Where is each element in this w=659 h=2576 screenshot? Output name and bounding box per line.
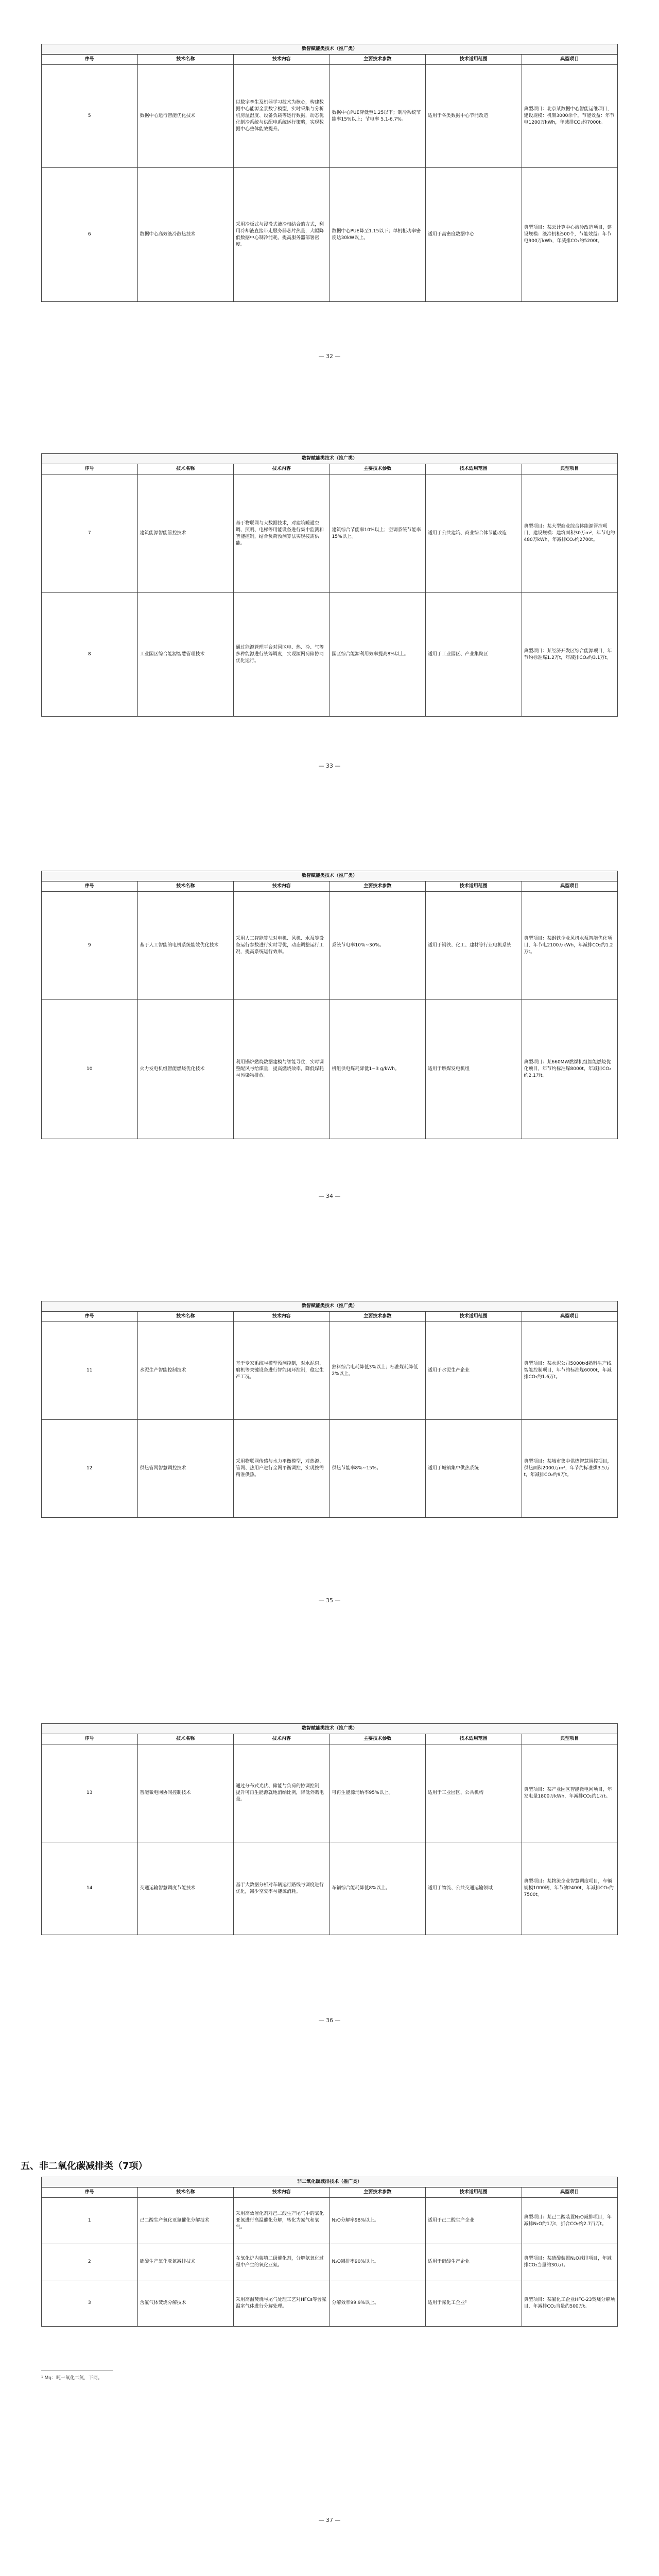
- row-project: 典型项目：某云计算中心液冷改造项目，建设规模：液冷机柜500个，节能效益：年节电900万kWh，年减排CO₂约5200t。: [522, 168, 618, 302]
- row-content: 采用人工智能算法对电机、风机、水泵等设备运行参数进行实时寻优，动态调整运行工况，提高系统运行效率。: [234, 892, 330, 1000]
- row-params: 可再生能源消纳率95%以上。: [330, 1744, 426, 1842]
- table-row: [42, 65, 618, 168]
- page-number: — 32 —: [318, 353, 341, 360]
- header-project: 典型项目: [522, 55, 618, 65]
- header-no: 序号: [42, 1734, 138, 1744]
- table-row: [42, 1744, 618, 1842]
- row-name: 己二酸生产氧化亚氮催化分解技术: [137, 2198, 234, 2244]
- row-project: 典型项目：某钢铁企业风机水泵智能优化项目，年节电2100万kWh，年减排CO₂约1.2万t。: [522, 892, 618, 1000]
- row-params: 数据中心PUE降至1.15以下；单机柜功率密度达30kW以上。: [330, 168, 426, 302]
- row-content: 基于专家系统与模型预测控制，对水泥窑、磨机等关键设备进行智能闭环控制，稳定生产工况。: [234, 1322, 330, 1420]
- page-number: — 36 —: [318, 2017, 341, 2024]
- tech-table-page-6: [41, 2177, 618, 2327]
- row-name: 硝酸生产氧化亚氮减排技术: [137, 2244, 234, 2280]
- table-caption: 数智赋能类技术（推广类）: [42, 454, 618, 464]
- row-no: 6: [42, 168, 138, 302]
- header-project: 典型项目: [522, 882, 618, 892]
- row-params: 供热节能率8%~15%。: [330, 1420, 426, 1518]
- row-content: 采用高温焚烧与尾气处理工艺对HFCs等含氟温室气体进行分解处理。: [234, 2280, 330, 2327]
- row-no: 14: [42, 1842, 138, 1935]
- row-params: 车辆综合能耗降低8%以上。: [330, 1842, 426, 1935]
- header-scope: 技术适用范围: [426, 1312, 522, 1322]
- row-params: N₂O分解率98%以上。: [330, 2198, 426, 2244]
- table-row: [42, 593, 618, 717]
- row-project: 典型项目：北京某数据中心智能运维项目，建设规模：机架3000余个，节能效益：年节电1200万kWh，年减排CO₂约7000t。: [522, 65, 618, 168]
- table-row: [42, 2198, 618, 2244]
- page-number: — 35 —: [318, 1597, 341, 1604]
- row-scope: 适用于己二酸生产企业: [426, 2198, 522, 2244]
- row-scope: 适用于水泥生产企业: [426, 1322, 522, 1420]
- row-params: 系统节电率10%~30%。: [330, 892, 426, 1000]
- row-project: 典型项目：某经济开发区综合能源项目，年节约标准煤1.2万t，年减排CO₂约3.1万t。: [522, 593, 618, 717]
- row-name: 智能微电网协同控制技术: [137, 1744, 234, 1842]
- row-name: 水泥生产智能控制技术: [137, 1322, 234, 1420]
- table-row: [42, 168, 618, 302]
- header-content: 技术内容: [234, 55, 330, 65]
- row-no: 7: [42, 474, 138, 593]
- table-caption: 数智赋能类技术（推广类）: [42, 871, 618, 882]
- row-project: 典型项目：某660MW燃煤机组智能燃烧优化项目，年节约标准煤8000t，年减排CO₂约2.1万t。: [522, 1000, 618, 1139]
- header-scope: 技术适用范围: [426, 882, 522, 892]
- table-row: [42, 1000, 618, 1139]
- row-params: N₂O减排率90%以上。: [330, 2244, 426, 2280]
- row-content: 通过分布式光伏、储能与负荷的协调控制，提升可再生能源就地消纳比例，降低外购电量。: [234, 1744, 330, 1842]
- row-content: 在氧化炉内装填二级催化剂，分解氨氧化过程中产生的氧化亚氮。: [234, 2244, 330, 2280]
- table-caption: 数智赋能类技术（推广类）: [42, 44, 618, 55]
- header-no: 序号: [42, 2188, 138, 2198]
- row-content: 通过能源管理平台对园区电、热、冷、气等多种能源进行统筹调度，实现源网荷储协同优化运行。: [234, 593, 330, 717]
- row-content: 基于物联网与大数据技术，对建筑暖通空调、照明、电梯等用能设备进行集中监测和智能控制，结合负荷预测算法实现按需供能。: [234, 474, 330, 593]
- row-params: 建筑综合节能率10%以上；空调系统节能率15%以上。: [330, 474, 426, 593]
- header-no: 序号: [42, 882, 138, 892]
- row-project: 典型项目：某产业园区智能微电网项目，年发电量1800万kWh，年减排CO₂约1万t。: [522, 1744, 618, 1842]
- row-scope: 适用于工业园区、产业集聚区: [426, 593, 522, 717]
- row-content: 以数字孪生及机器学习技术为核心，构建数据中心能源全景数字模型，实时采集与分析机房温湿度、设备负载等运行数据，动态优化制冷系统与供配电系统运行策略，实现数据中心整体能效提升。: [234, 65, 330, 168]
- row-params: 数据中心PUE降低至1.25以下；制冷系统节能率15%以上；节电率 5.1-6.7%。: [330, 65, 426, 168]
- header-scope: 技术适用范围: [426, 464, 522, 474]
- row-content: 采用高效催化剂对己二酸生产尾气中的氧化亚氮进行高温催化分解，转化为氮气和氧气。: [234, 2198, 330, 2244]
- row-scope: 适用于公共建筑、商业综合体节能改造: [426, 474, 522, 593]
- header-name: 技术名称: [137, 55, 234, 65]
- table-row: [42, 1420, 618, 1518]
- header-content: 技术内容: [234, 464, 330, 474]
- row-name: 基于人工智能的电机系统能效优化技术: [137, 892, 234, 1000]
- header-content: 技术内容: [234, 1734, 330, 1744]
- row-params: 分解效率99.9%以上。: [330, 2280, 426, 2327]
- row-no: 12: [42, 1420, 138, 1518]
- table-row: [42, 1322, 618, 1420]
- row-name: 数据中心运行智能优化技术: [137, 65, 234, 168]
- header-content: 技术内容: [234, 1312, 330, 1322]
- page-number: — 34 —: [318, 1193, 341, 1199]
- row-no: 3: [42, 2280, 138, 2327]
- row-no: 10: [42, 1000, 138, 1139]
- row-scope: 适用于燃煤发电机组: [426, 1000, 522, 1139]
- row-project: 典型项目：某大型商业综合体能源管控项目，建设规模：建筑面积30万m²，年节电约480万kWh，年减排CO₂约2700t。: [522, 474, 618, 593]
- row-content: 利用锅炉燃烧数据建模与智能寻优，实时调整配风与给煤量，提高燃烧效率，降低煤耗与污染物排放。: [234, 1000, 330, 1139]
- header-no: 序号: [42, 55, 138, 65]
- row-content: 基于大数据分析对车辆运行路线与调度进行优化，减少空驶率与能源消耗。: [234, 1842, 330, 1935]
- row-no: 8: [42, 593, 138, 717]
- row-content: 采用物联网传感与水力平衡模型，对热源、管网、热用户进行全网平衡调控，实现按需精准供热。: [234, 1420, 330, 1518]
- footnote: ¹ Mg：吨一氧化二氮，下同。: [41, 2376, 102, 2381]
- row-name: 建筑能源智能管控技术: [137, 474, 234, 593]
- row-name: 工业园区综合能源智慧管理技术: [137, 593, 234, 717]
- row-scope: 适用于城镇集中供热系统: [426, 1420, 522, 1518]
- row-name: 数据中心高效液冷散热技术: [137, 168, 234, 302]
- row-scope: 适用于硝酸生产企业: [426, 2244, 522, 2280]
- header-scope: 技术适用范围: [426, 2188, 522, 2198]
- table-row: [42, 1842, 618, 1935]
- tech-table-page-1: [41, 44, 618, 302]
- header-params: 主要技术参数: [330, 2188, 426, 2198]
- page-number: — 37 —: [318, 2517, 341, 2523]
- header-scope: 技术适用范围: [426, 1734, 522, 1744]
- row-project: 典型项目：某物流企业智慧调度项目，车辆规模1000辆，年节油2400t，年减排CO₂约7500t。: [522, 1842, 618, 1935]
- row-no: 13: [42, 1744, 138, 1842]
- row-project: 典型项目：某城市集中供热智慧调控项目，供热面积2000万m²，年节约标准煤3.5万t，年减排CO₂约9万t。: [522, 1420, 618, 1518]
- header-content: 技术内容: [234, 882, 330, 892]
- table-row: [42, 892, 618, 1000]
- header-params: 主要技术参数: [330, 882, 426, 892]
- tech-table-page-3: [41, 871, 618, 1139]
- row-name: 交通运输智慧调度节能技术: [137, 1842, 234, 1935]
- row-params: 园区综合能源利用效率提高8%以上。: [330, 593, 426, 717]
- table-row: [42, 2280, 618, 2327]
- table-row: [42, 474, 618, 593]
- row-params: 熟料综合电耗降低3%以上；标准煤耗降低2%以上。: [330, 1322, 426, 1420]
- row-no: 9: [42, 892, 138, 1000]
- tech-table-page-5: [41, 1723, 618, 1935]
- row-no: 1: [42, 2198, 138, 2244]
- row-project: 典型项目：某己二酸装置N₂O减排项目，年减排N₂O约1万t，折合CO₂约2.7百万t。: [522, 2198, 618, 2244]
- section-title: 五、非二氧化碳减排类（7项）: [21, 2161, 148, 2172]
- header-params: 主要技术参数: [330, 464, 426, 474]
- table-caption: 非二氧化碳减排技术（推广类）: [42, 2177, 618, 2188]
- row-no: 11: [42, 1322, 138, 1420]
- row-project: 典型项目：某水泥公司5000t/d熟料生产线智能控制项目，年节约标准煤6000t，年减排CO₂约1.6万t。: [522, 1322, 618, 1420]
- row-scope: 适用于高密度数据中心: [426, 168, 522, 302]
- header-name: 技术名称: [137, 2188, 234, 2198]
- header-project: 典型项目: [522, 1312, 618, 1322]
- header-params: 主要技术参数: [330, 1734, 426, 1744]
- table-row: [42, 2244, 618, 2280]
- header-project: 典型项目: [522, 464, 618, 474]
- header-project: 典型项目: [522, 2188, 618, 2198]
- row-name: 火力发电机组智能燃烧优化技术: [137, 1000, 234, 1139]
- row-params: 机组供电煤耗降低1~3 g/kWh。: [330, 1000, 426, 1139]
- row-name: 供热管网智慧调控技术: [137, 1420, 234, 1518]
- header-scope: 技术适用范围: [426, 55, 522, 65]
- header-name: 技术名称: [137, 464, 234, 474]
- header-params: 主要技术参数: [330, 55, 426, 65]
- header-content: 技术内容: [234, 2188, 330, 2198]
- header-project: 典型项目: [522, 1734, 618, 1744]
- header-name: 技术名称: [137, 1312, 234, 1322]
- tech-table-page-2: [41, 453, 618, 717]
- row-scope: 适用于各类数据中心节能改造: [426, 65, 522, 168]
- header-name: 技术名称: [137, 1734, 234, 1744]
- row-name: 含氟气体焚烧分解技术: [137, 2280, 234, 2327]
- row-scope: 适用于物流、公共交通运输领域: [426, 1842, 522, 1935]
- header-params: 主要技术参数: [330, 1312, 426, 1322]
- header-no: 序号: [42, 1312, 138, 1322]
- row-no: 5: [42, 65, 138, 168]
- row-scope: 适用于工业园区、公共机构: [426, 1744, 522, 1842]
- table-caption: 数智赋能类技术（推广类）: [42, 1301, 618, 1312]
- tech-table-page-4: [41, 1301, 618, 1518]
- header-name: 技术名称: [137, 882, 234, 892]
- row-project: 典型项目：某硝酸装置N₂O减排项目，年减排CO₂当量约30万t。: [522, 2244, 618, 2280]
- row-scope: 适用于氟化工企业²: [426, 2280, 522, 2327]
- row-no: 2: [42, 2244, 138, 2280]
- table-caption: 数智赋能类技术（推广类）: [42, 1724, 618, 1734]
- page-number: — 33 —: [318, 762, 341, 769]
- row-scope: 适用于钢铁、化工、建材等行业电机系统: [426, 892, 522, 1000]
- header-no: 序号: [42, 464, 138, 474]
- row-content: 采用冷板式与浸没式液冷相结合的方式，利用冷却液直接带走服务器芯片热量，大幅降低数据中心制冷能耗，提高服务器部署密度。: [234, 168, 330, 302]
- row-project: 典型项目：某氟化工企业HFC-23焚烧分解项目，年减排CO₂当量约500万t。: [522, 2280, 618, 2327]
